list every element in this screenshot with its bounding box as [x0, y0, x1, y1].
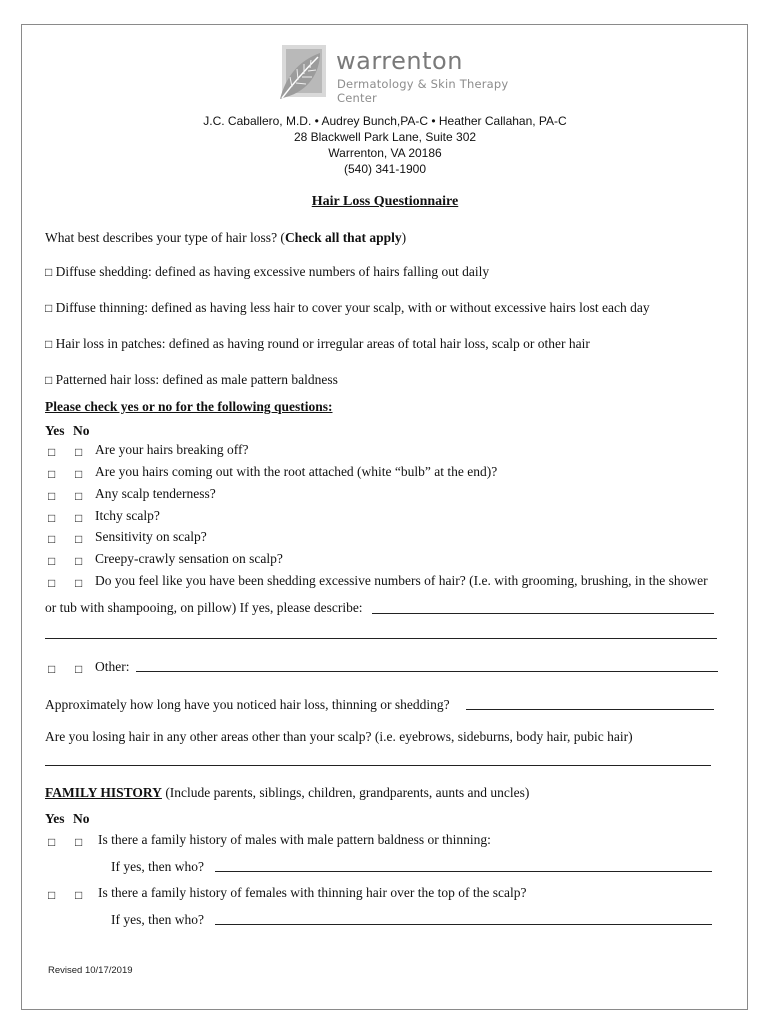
question-crawly: Creepy-crawly sensation on scalp?	[95, 551, 283, 566]
question-itchy: Itchy scalp?	[95, 508, 160, 523]
yes-checkbox[interactable]: □	[48, 835, 56, 849]
describe-label: or tub with shampooing, on pillow) If yes, please describe:	[45, 600, 363, 615]
type-option-patterned	[45, 372, 338, 388]
revision-date: Revised 10/17/2019	[48, 965, 133, 976]
question-text: What best describes your type of hair loss? (	[45, 230, 285, 245]
phone-number: (540) 341-1900	[343, 162, 427, 176]
form-title: Hair Loss Questionnaire	[311, 194, 459, 209]
other-label: Other:	[95, 659, 130, 674]
family-no-column-header: No	[73, 811, 90, 826]
yes-checkbox[interactable]: □	[48, 511, 56, 525]
other-areas-question: Are you losing hair in any other areas other than your scalp? (i.e. eyebrows, sideburns, body hair, pubic hair)	[45, 729, 633, 744]
type-option-diffuse-thinning	[45, 300, 650, 316]
question-breaking: Are your hairs breaking off?	[95, 442, 249, 457]
hair-loss-type-question	[45, 230, 406, 246]
leaf-logo-icon	[276, 43, 328, 101]
no-checkbox[interactable]: □	[75, 554, 83, 568]
yes-checkbox[interactable]: □	[48, 554, 56, 568]
type-checkbox[interactable]: □	[45, 337, 53, 351]
yes-checkbox[interactable]: □	[48, 888, 56, 902]
describe-input-line[interactable]	[372, 613, 714, 614]
type-option-diffuse-shedding	[45, 264, 489, 280]
no-checkbox[interactable]: □	[75, 888, 83, 902]
yesno-heading: Please check yes or no for the following questions:	[45, 399, 333, 414]
type-checkbox[interactable]: □	[45, 301, 53, 315]
provider-list: J.C. Caballero, M.D. • Audrey Bunch,PA-C • Heather Callahan, PA-C	[203, 114, 567, 128]
yes-checkbox[interactable]: □	[48, 489, 56, 503]
type-option-label: Diffuse thinning: defined as having less hair to cover your scalp, with or without excessive hairs lost each day	[55, 300, 650, 315]
yes-column-header: Yes	[45, 423, 65, 438]
question-sensitivity: Sensitivity on scalp?	[95, 529, 207, 544]
type-option-label: Hair loss in patches: defined as having round or irregular areas of total hair loss, scalp or other hair	[55, 336, 590, 351]
family-history-heading	[45, 785, 529, 801]
question-close-paren: )	[401, 230, 407, 245]
other-areas-input-line[interactable]	[45, 765, 711, 766]
no-checkbox[interactable]: □	[75, 576, 83, 590]
duration-input-line[interactable]	[466, 709, 714, 710]
yes-checkbox[interactable]: □	[48, 662, 56, 676]
no-checkbox[interactable]: □	[75, 467, 83, 481]
no-checkbox[interactable]: □	[75, 511, 83, 525]
no-checkbox[interactable]: □	[75, 835, 83, 849]
no-checkbox[interactable]: □	[75, 532, 83, 546]
yes-checkbox[interactable]: □	[48, 445, 56, 459]
other-input-line[interactable]	[136, 671, 718, 672]
yes-checkbox[interactable]: □	[48, 467, 56, 481]
describe-input-line-2[interactable]	[45, 638, 717, 639]
logo-wordmark: warrenton	[336, 47, 463, 75]
address-line-1: 28 Blackwell Park Lane, Suite 302	[293, 130, 477, 144]
family-male-question: Is there a family history of males with male pattern baldness or thinning:	[98, 832, 491, 847]
question-tenderness: Any scalp tenderness?	[95, 486, 216, 501]
family-female-question: Is there a family history of females with thinning hair over the top of the scalp?	[98, 885, 527, 900]
clinic-logo	[276, 43, 526, 105]
male-who-input-line[interactable]	[215, 871, 712, 872]
type-option-label: Diffuse shedding: defined as having excessive numbers of hairs falling out daily	[55, 264, 490, 279]
no-checkbox[interactable]: □	[75, 445, 83, 459]
no-checkbox[interactable]: □	[75, 662, 83, 676]
family-history-title: FAMILY HISTORY	[45, 785, 162, 800]
duration-question: Approximately how long have you noticed hair loss, thinning or shedding?	[45, 697, 450, 712]
no-column-header: No	[73, 423, 90, 438]
logo-tagline: Dermatology & Skin Therapy Center	[337, 77, 509, 105]
type-option-patches	[45, 336, 590, 352]
type-checkbox[interactable]: □	[45, 373, 53, 387]
family-history-subtitle: (Include parents, siblings, children, grandparents, aunts and uncles)	[161, 785, 530, 800]
clinic-info	[0, 113, 770, 177]
type-checkbox[interactable]: □	[45, 265, 53, 279]
if-yes-who-label: If yes, then who?	[111, 912, 204, 927]
yes-checkbox[interactable]: □	[48, 532, 56, 546]
question-shedding: Do you feel like you have been shedding excessive numbers of hair? (I.e. with grooming, brushing, in the shower	[95, 573, 708, 588]
no-checkbox[interactable]: □	[75, 489, 83, 503]
address-line-2: Warrenton, VA 20186	[328, 146, 442, 160]
yes-checkbox[interactable]: □	[48, 576, 56, 590]
type-option-label: Patterned hair loss: defined as male pattern baldness	[55, 372, 338, 387]
if-yes-who-label: If yes, then who?	[111, 859, 204, 874]
question-instruction: Check all that apply	[284, 230, 402, 245]
question-root-attached: Are you hairs coming out with the root attached (white “bulb” at the end)?	[95, 464, 498, 479]
female-who-input-line[interactable]	[215, 924, 712, 925]
family-yes-column-header: Yes	[45, 811, 65, 826]
